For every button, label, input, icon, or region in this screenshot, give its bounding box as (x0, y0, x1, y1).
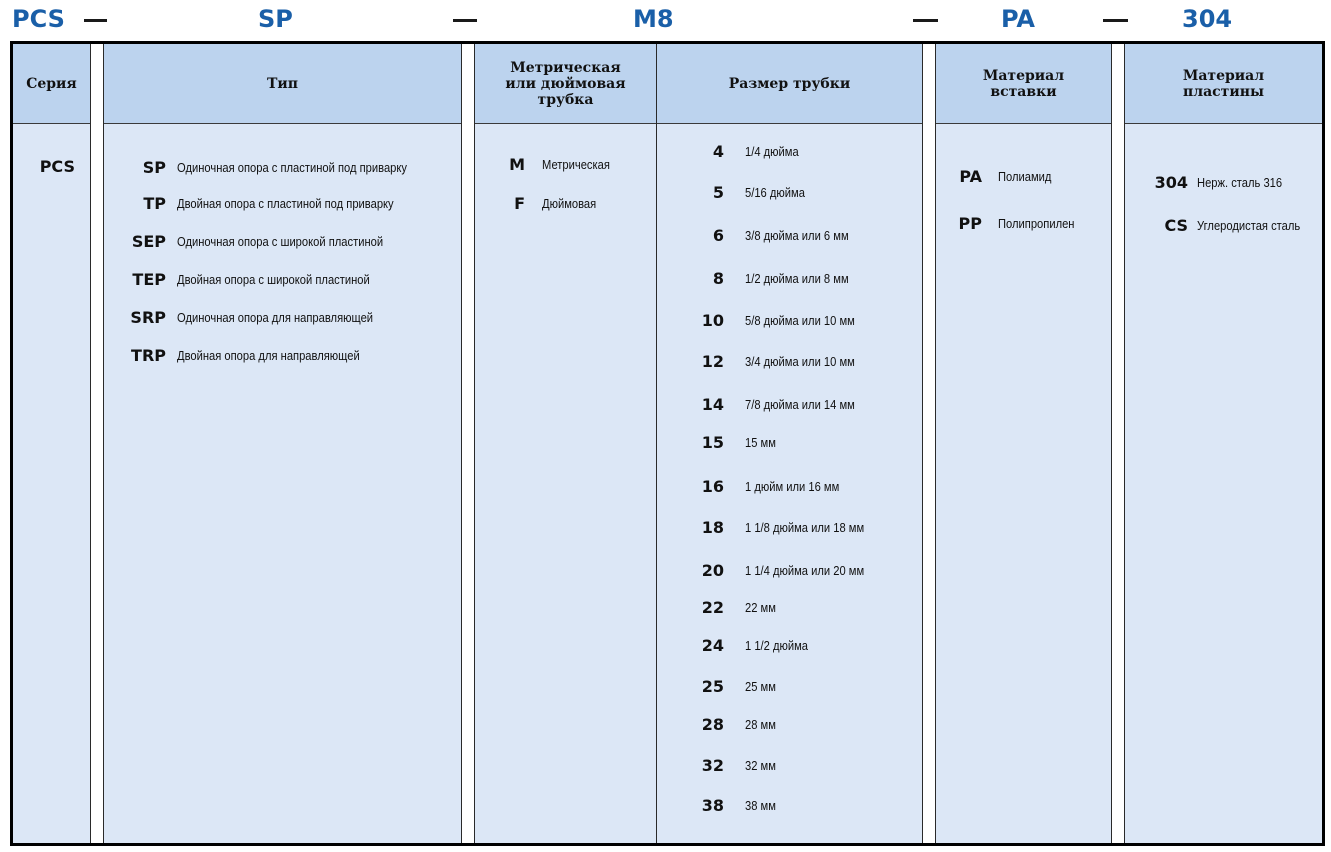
size-item-description: 7/8 дюйма или 14 мм (745, 397, 855, 412)
size-item-code: 8 (712, 269, 724, 288)
header-series: Серия (13, 44, 90, 124)
plate-item-description: Нерж. сталь 316 (1197, 175, 1283, 190)
code-series: PCS (12, 5, 65, 33)
size-item-description: 5/16 дюйма (745, 185, 805, 200)
size-item-code: 16 (701, 477, 724, 496)
body-type (104, 124, 461, 843)
header-insert: Материал вставки (936, 44, 1111, 124)
code-insert: PA (1001, 5, 1035, 33)
type-item-description: Двойная опора с пластиной под приварку (177, 196, 394, 211)
column-plate (1125, 44, 1322, 843)
size-item-description: 1 1/4 дюйма или 20 мм (745, 563, 865, 578)
plate-item-code: 304 (1154, 173, 1188, 192)
size-item-code: 15 (701, 433, 724, 452)
type-item-description: Одиночная опора для направляющей (177, 310, 374, 325)
size-item-description: 25 мм (745, 679, 776, 694)
size-item-description: 1/2 дюйма или 8 мм (745, 271, 849, 286)
size-item-description: 1 1/2 дюйма (745, 638, 809, 653)
code-dash (1103, 19, 1128, 22)
metric-item-code: F (514, 194, 525, 213)
column-metric (475, 44, 656, 843)
selection-table (10, 41, 1325, 846)
size-item-code: 25 (701, 677, 724, 696)
size-item-code: 6 (712, 226, 724, 245)
type-item-code: SEP (131, 232, 166, 251)
type-item-code: TEP (132, 270, 166, 289)
size-item-description: 5/8 дюйма или 10 мм (745, 313, 855, 328)
divider (922, 44, 923, 843)
code-plate: 304 (1182, 5, 1233, 33)
size-item-code: 20 (701, 561, 724, 580)
size-item-description: 3/4 дюйма или 10 мм (745, 354, 855, 369)
code-dash (913, 19, 938, 22)
body-series (13, 124, 90, 843)
plate-item-code: CS (1164, 216, 1188, 235)
column-series (13, 44, 90, 843)
size-item-description: 3/8 дюйма или 6 мм (745, 228, 849, 243)
size-item-code: 38 (701, 796, 724, 815)
type-item-code: SRP (130, 308, 166, 327)
size-item-description: 1/4 дюйма (745, 144, 799, 159)
column-insert (936, 44, 1111, 843)
header-size: Размер трубки (657, 44, 922, 124)
type-item-code: SP (142, 158, 166, 177)
plate-item-description: Углеродистая сталь (1197, 218, 1301, 233)
metric-item-code: M (509, 155, 525, 174)
size-item-code: 22 (701, 598, 724, 617)
insert-item-code: PA (959, 167, 982, 186)
series-item-code: PCS (39, 157, 75, 176)
type-item-code: TP (143, 194, 166, 213)
divider (1111, 44, 1112, 843)
metric-item-description: Метрическая (542, 157, 610, 172)
type-item-code: TRP (131, 346, 166, 365)
size-item-code: 28 (701, 715, 724, 734)
size-item-code: 14 (701, 395, 724, 414)
insert-item-code: PP (958, 214, 982, 233)
size-item-code: 18 (701, 518, 724, 537)
size-item-code: 4 (712, 142, 724, 161)
size-item-description: 1 дюйм или 16 мм (745, 479, 840, 494)
divider (461, 44, 462, 843)
insert-item-description: Полиамид (998, 169, 1052, 184)
body-plate (1125, 124, 1322, 843)
size-item-code: 24 (701, 636, 724, 655)
column-type (104, 44, 461, 843)
divider (90, 44, 91, 843)
type-item-description: Двойная опора с широкой пластиной (177, 272, 370, 287)
header-type: Тип (104, 44, 461, 124)
size-item-code: 5 (712, 183, 724, 202)
column-size (657, 44, 922, 843)
size-item-code: 10 (701, 311, 724, 330)
size-item-description: 15 мм (745, 435, 776, 450)
code-tube: M8 (633, 5, 674, 33)
code-dash (84, 19, 107, 22)
body-size (657, 124, 922, 843)
header-plate: Материал пластины (1125, 44, 1322, 124)
header-metric: Метрическая или дюймовая трубка (475, 44, 656, 124)
insert-item-description: Полипропилен (998, 216, 1075, 231)
size-item-description: 38 мм (745, 798, 776, 813)
body-insert (936, 124, 1111, 843)
type-item-description: Одиночная опора с широкой пластиной (177, 234, 384, 249)
size-item-description: 22 мм (745, 600, 776, 615)
size-item-code: 32 (701, 756, 724, 775)
size-item-code: 12 (701, 352, 724, 371)
code-type: SP (258, 5, 293, 33)
type-item-description: Одиночная опора с пластиной под приварку (177, 160, 407, 175)
body-metric (475, 124, 656, 843)
size-item-description: 1 1/8 дюйма или 18 мм (745, 520, 865, 535)
metric-item-description: Дюймовая (542, 196, 597, 211)
size-item-description: 32 мм (745, 758, 776, 773)
size-item-description: 28 мм (745, 717, 776, 732)
code-dash (453, 19, 477, 22)
type-item-description: Двойная опора для направляющей (177, 348, 360, 363)
